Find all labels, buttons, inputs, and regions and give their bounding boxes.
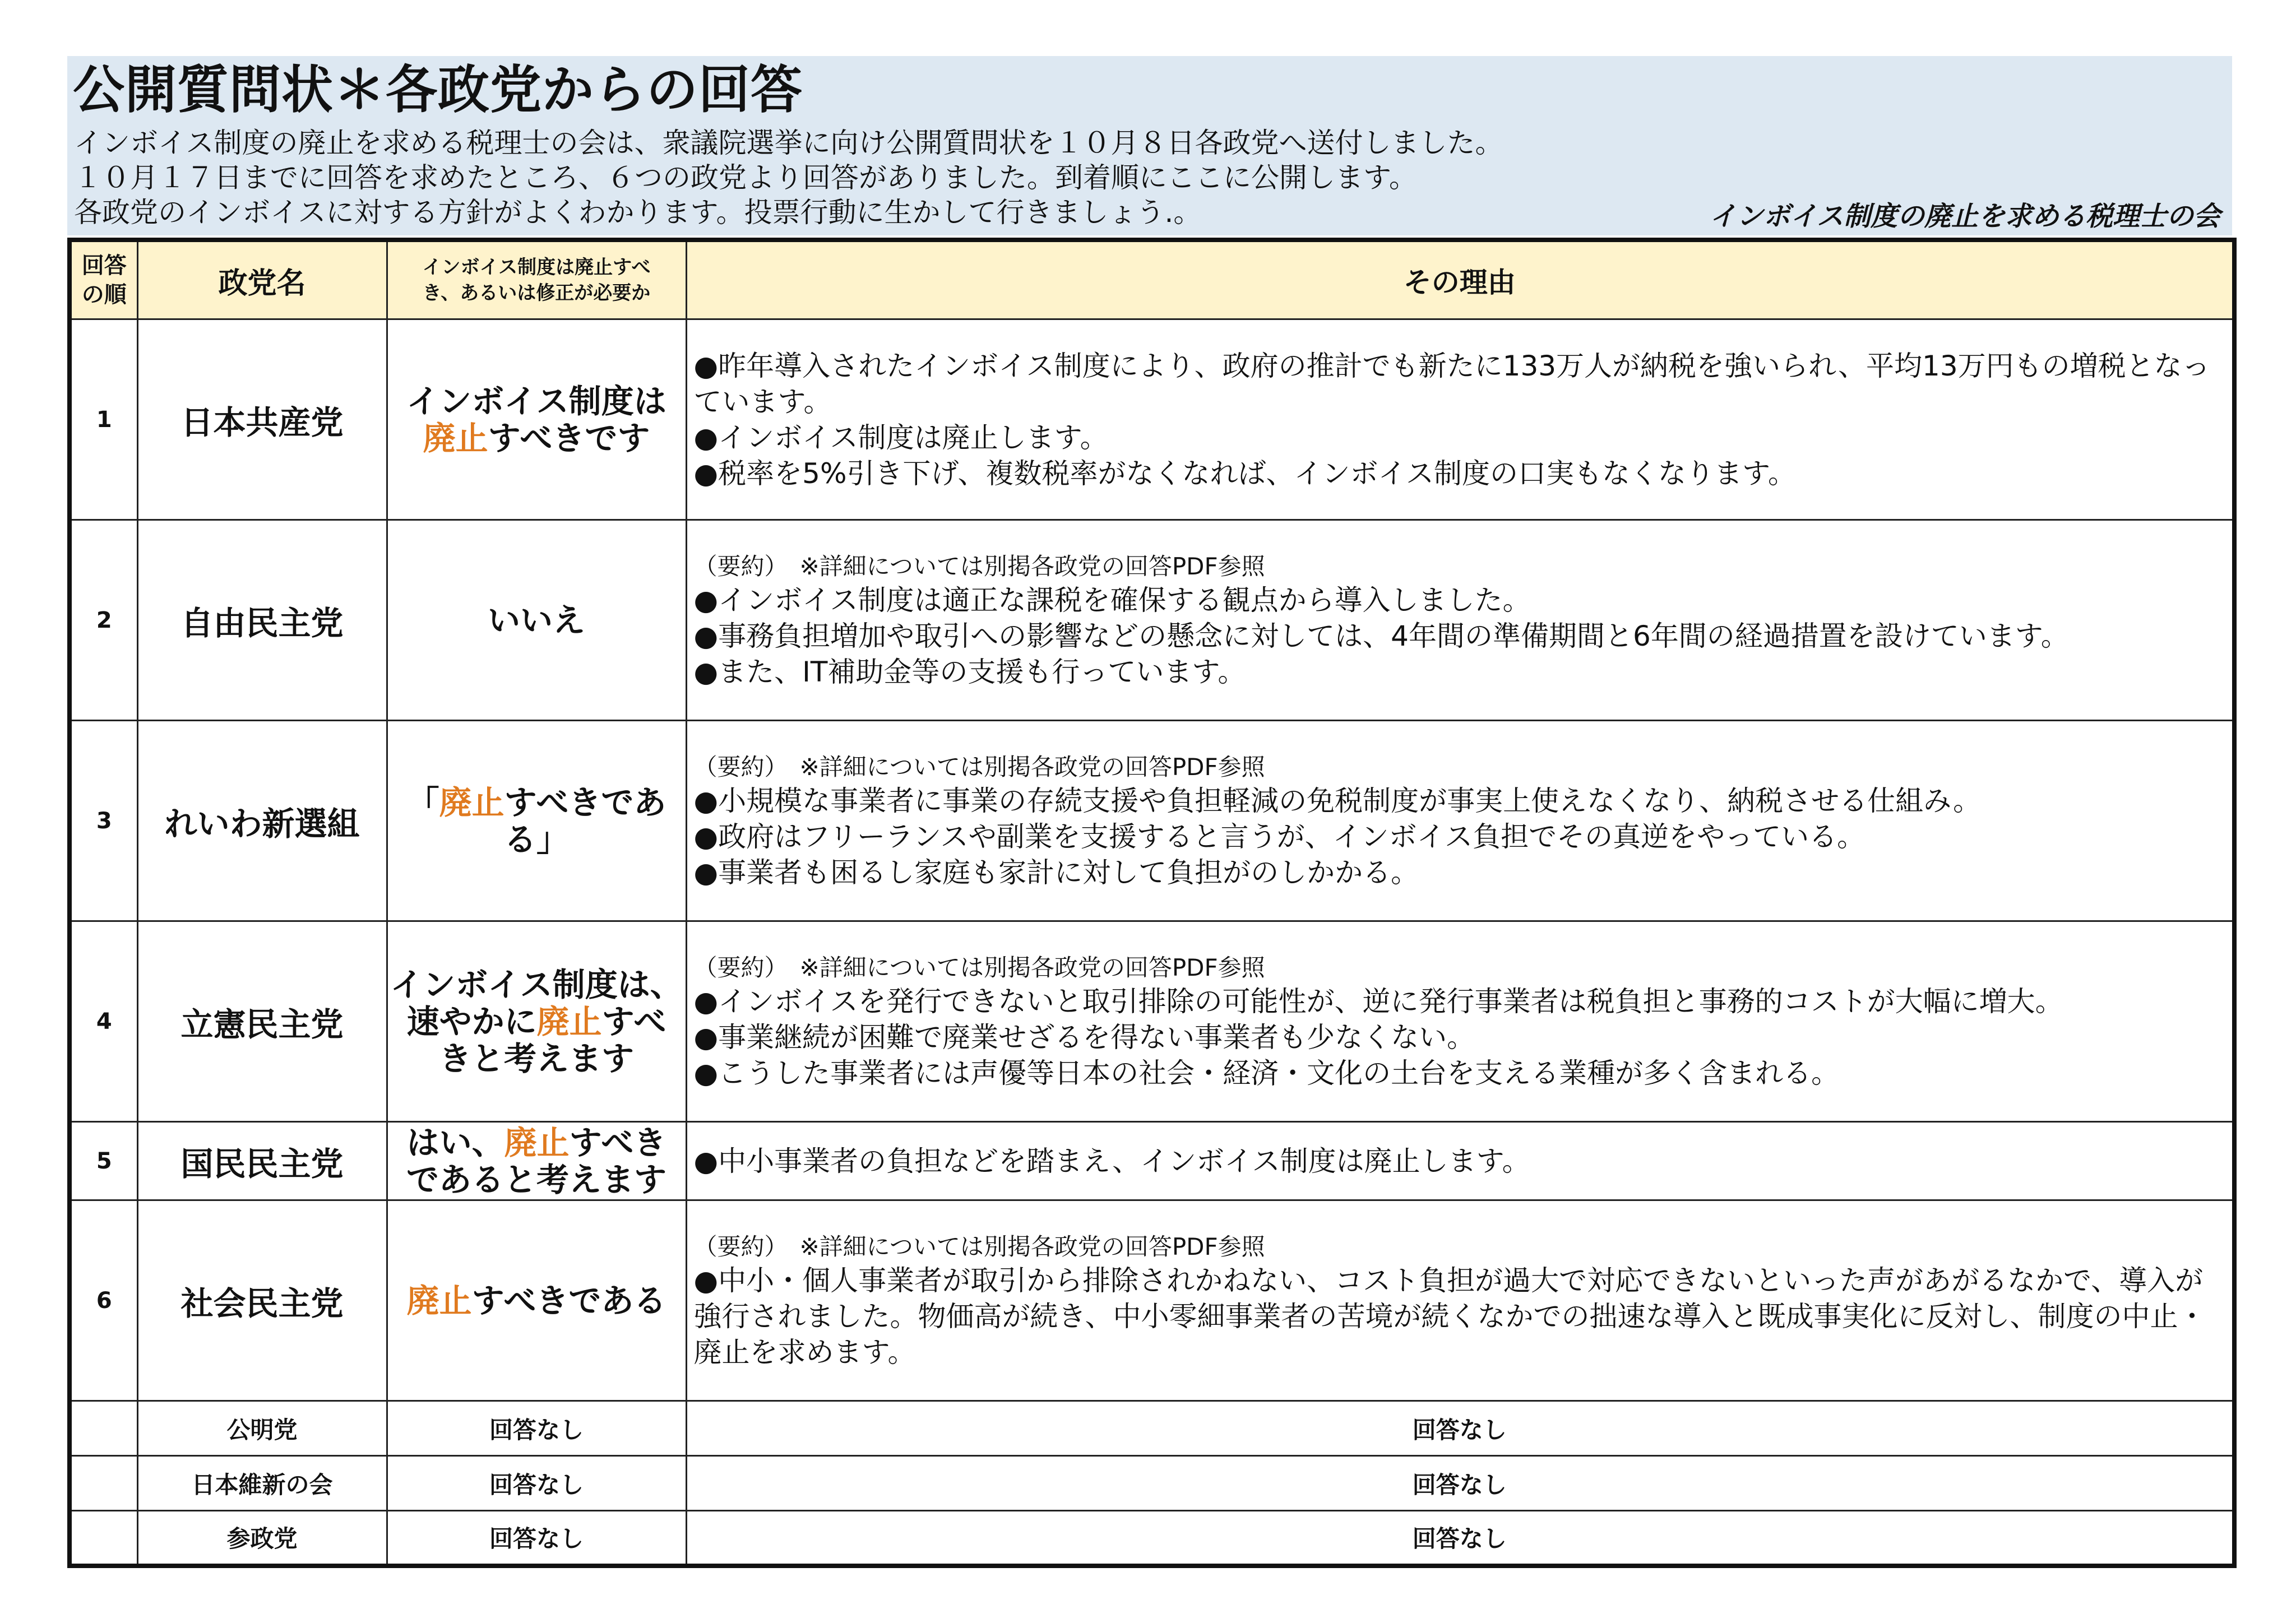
answer-text: すべきである — [471, 1281, 666, 1320]
answer-line — [388, 1161, 686, 1198]
answer-order-cell — [70, 1511, 137, 1566]
answer-text: すべ — [601, 1002, 666, 1041]
party-name-cell: 参政党 — [137, 1511, 387, 1566]
answer-cell — [387, 1200, 686, 1401]
header-party: 政党名 — [137, 240, 387, 319]
answer-text: いいえ — [487, 601, 585, 639]
answer-order-cell: 6 — [70, 1200, 137, 1401]
answer-cell — [387, 319, 686, 520]
intro-line: インボイス制度の廃止を求める税理士の会は、衆議院選挙に向け公開質問状を１０月８日各政党へ送付しました。 — [74, 127, 1503, 159]
reason-bullet: ●インボイス制度は適正な課税を確保する観点から導入しました。 — [693, 583, 1531, 616]
reason-summary-note: （要約） ※詳細については別掲各政党の回答PDF参照 — [693, 753, 1265, 781]
answer-text: はい、 — [406, 1123, 504, 1162]
answer-line — [388, 1124, 686, 1161]
header-need-line: き、あるいは修正が必要か — [422, 282, 651, 304]
reason-summary-note: （要約） ※詳細については別掲各政党の回答PDF参照 — [693, 1232, 1265, 1260]
page-title: 公開質問状＊各政党からの回答 — [73, 60, 803, 120]
answer-order-cell: 2 — [70, 520, 137, 721]
reason-cell — [686, 1122, 2234, 1200]
party-name-cell: 立憲民主党 — [137, 921, 387, 1122]
reason-cell: 回答なし — [686, 1456, 2234, 1511]
reason-cell — [686, 319, 2234, 520]
answer-order-cell — [70, 1401, 137, 1456]
party-name-cell: 日本維新の会 — [137, 1456, 387, 1511]
reason-cell: 回答なし — [686, 1401, 2234, 1456]
answer-cell: 回答なし — [387, 1401, 686, 1456]
answer-order-cell — [70, 1456, 137, 1511]
header-order-line: 回答 — [81, 253, 127, 279]
table-header-row — [70, 240, 2234, 319]
answer-order-cell: 4 — [70, 921, 137, 1122]
answer-cell: 回答なし — [387, 1511, 686, 1566]
intro-line: 各政党のインボイスに対する方針がよくわかります。投票行動に生かして行きましょう.。 — [74, 196, 1202, 229]
header-reason: その理由 — [686, 240, 2234, 319]
answer-cell — [387, 520, 686, 721]
answer-text: 「 — [406, 783, 439, 822]
answer-highlight: 廃止 — [406, 1281, 472, 1320]
header-order — [70, 240, 137, 319]
answer-line — [388, 784, 686, 858]
answer-line — [388, 1282, 686, 1319]
table-row — [70, 1200, 2234, 1401]
reason-cell: 回答なし — [686, 1511, 2234, 1566]
answer-text: きと考えます — [438, 1039, 634, 1078]
table-row-no-response — [70, 1401, 2234, 1456]
reason-bullet: ●小規模な事業者に事業の存続支援や負担軽減の免税制度が事実上使えなくなり、納税させる仕組み。 — [693, 784, 1982, 817]
answer-order-cell: 5 — [70, 1122, 137, 1200]
answer-line — [388, 1003, 686, 1040]
table-row-no-response — [70, 1511, 2234, 1566]
reason-bullet: ●政府はフリーランスや副業を支援すると言うが、インボイス負担でその真逆をやっている。 — [693, 820, 1866, 853]
party-name-cell: 国民民主党 — [137, 1122, 387, 1200]
reason-cell — [686, 1200, 2234, 1401]
reason-bullet: ●こうした事業者には声優等日本の社会・経済・文化の土台を支える業種が多く含まれる。 — [693, 1056, 1840, 1089]
answer-order-cell: 1 — [70, 319, 137, 520]
reason-cell — [686, 721, 2234, 921]
answer-highlight: 廃止 — [439, 783, 504, 822]
party-name-cell: れいわ新選組 — [137, 721, 387, 921]
answer-cell: 回答なし — [387, 1456, 686, 1511]
reason-bullet: ●事業者も困るし家庭も家計に対して負担がのしかかる。 — [693, 856, 1419, 889]
answer-line — [388, 1040, 686, 1077]
party-name-cell: 日本共産党 — [137, 319, 387, 520]
table-row — [70, 1122, 2234, 1200]
answer-line — [388, 420, 686, 457]
answer-line — [388, 966, 686, 1003]
intro-text — [74, 126, 1756, 230]
answer-text: すべきである」 — [503, 783, 666, 859]
party-name-cell: 社会民主党 — [137, 1200, 387, 1401]
answer-highlight: 廃止 — [423, 419, 488, 457]
reason-cell — [686, 520, 2234, 721]
reason-bullet: ●事務負担増加や取引への影響などの懸念に対しては、4年間の準備期間と6年間の経過措置を設けています。 — [693, 619, 2069, 652]
answer-text: であると考えます — [406, 1160, 666, 1199]
header-need-abolition — [387, 240, 686, 319]
intro-line: １０月１７日までに回答を求めたところ、６つの政党より回答がありました。到着順にここに公開します。 — [74, 161, 1417, 194]
reason-cell — [686, 921, 2234, 1122]
reason-bullet: ●インボイス制度は廃止します。 — [693, 421, 1108, 454]
answer-highlight: 廃止 — [536, 1002, 602, 1041]
organization-name: インボイス制度の廃止を求める税理士の会 — [1709, 201, 2220, 232]
answers-table — [67, 238, 2237, 1568]
answer-line — [388, 383, 686, 420]
answer-text: すべき — [569, 1123, 666, 1162]
reason-summary-note: （要約） ※詳細については別掲各政党の回答PDF参照 — [693, 552, 1265, 580]
table-row — [70, 520, 2234, 721]
answer-cell — [387, 721, 686, 921]
answer-order-cell: 3 — [70, 721, 137, 921]
answer-cell — [387, 921, 686, 1122]
reason-summary-note: （要約） ※詳細については別掲各政党の回答PDF参照 — [693, 953, 1265, 981]
answer-text: インボイス制度は — [406, 382, 666, 420]
header-need-line: インボイス制度は廃止すべ — [422, 256, 651, 279]
answer-line — [388, 602, 686, 639]
answer-text: すべきです — [488, 419, 650, 457]
answer-cell — [387, 1122, 686, 1200]
reason-bullet: ●また、IT補助金等の支援も行っています。 — [693, 655, 1246, 688]
party-name-cell: 自由民主党 — [137, 520, 387, 721]
table-row — [70, 319, 2234, 520]
reason-bullet: ●昨年導入されたインボイス制度により、政府の推計でも新たに133万人が納税を強いられ、平均13万円もの増税となっています。 — [693, 349, 2210, 418]
reason-bullet: ●インボイスを発行できないと取引排除の可能性が、逆に発行事業者は税負担と事務的コストが大幅に増大。 — [693, 985, 2063, 1018]
party-name-cell: 公明党 — [137, 1401, 387, 1456]
reason-bullet: ●事業継続が困難で廃業せざるを得ない事業者も少なくない。 — [693, 1021, 1475, 1054]
reason-bullet: ●中小・個人事業者が取引から排除されかねない、コスト負担が過大で対応できないといった声があがるなかで、導入が強行されました。物価高が続き、中小零細事業者の苦境が続くなかでの拙速な導入と既成事実化に反対し、制度の中止・廃止を求めます。 — [693, 1264, 2206, 1369]
reason-bullet: ●中小事業者の負担などを踏まえ、インボイス制度は廃止します。 — [693, 1144, 1530, 1177]
header-order-line: の順 — [81, 282, 127, 308]
table-row-no-response — [70, 1456, 2234, 1511]
table-row — [70, 721, 2234, 921]
reason-bullet: ●税率を5%引き下げ、複数税率がなくなれば、インボイス制度の口実もなくなります。 — [693, 457, 1796, 490]
answer-text: 速やかに — [406, 1002, 537, 1041]
answer-text: インボイス制度は、 — [390, 965, 683, 1004]
answer-highlight: 廃止 — [504, 1123, 570, 1162]
table-row — [70, 921, 2234, 1122]
